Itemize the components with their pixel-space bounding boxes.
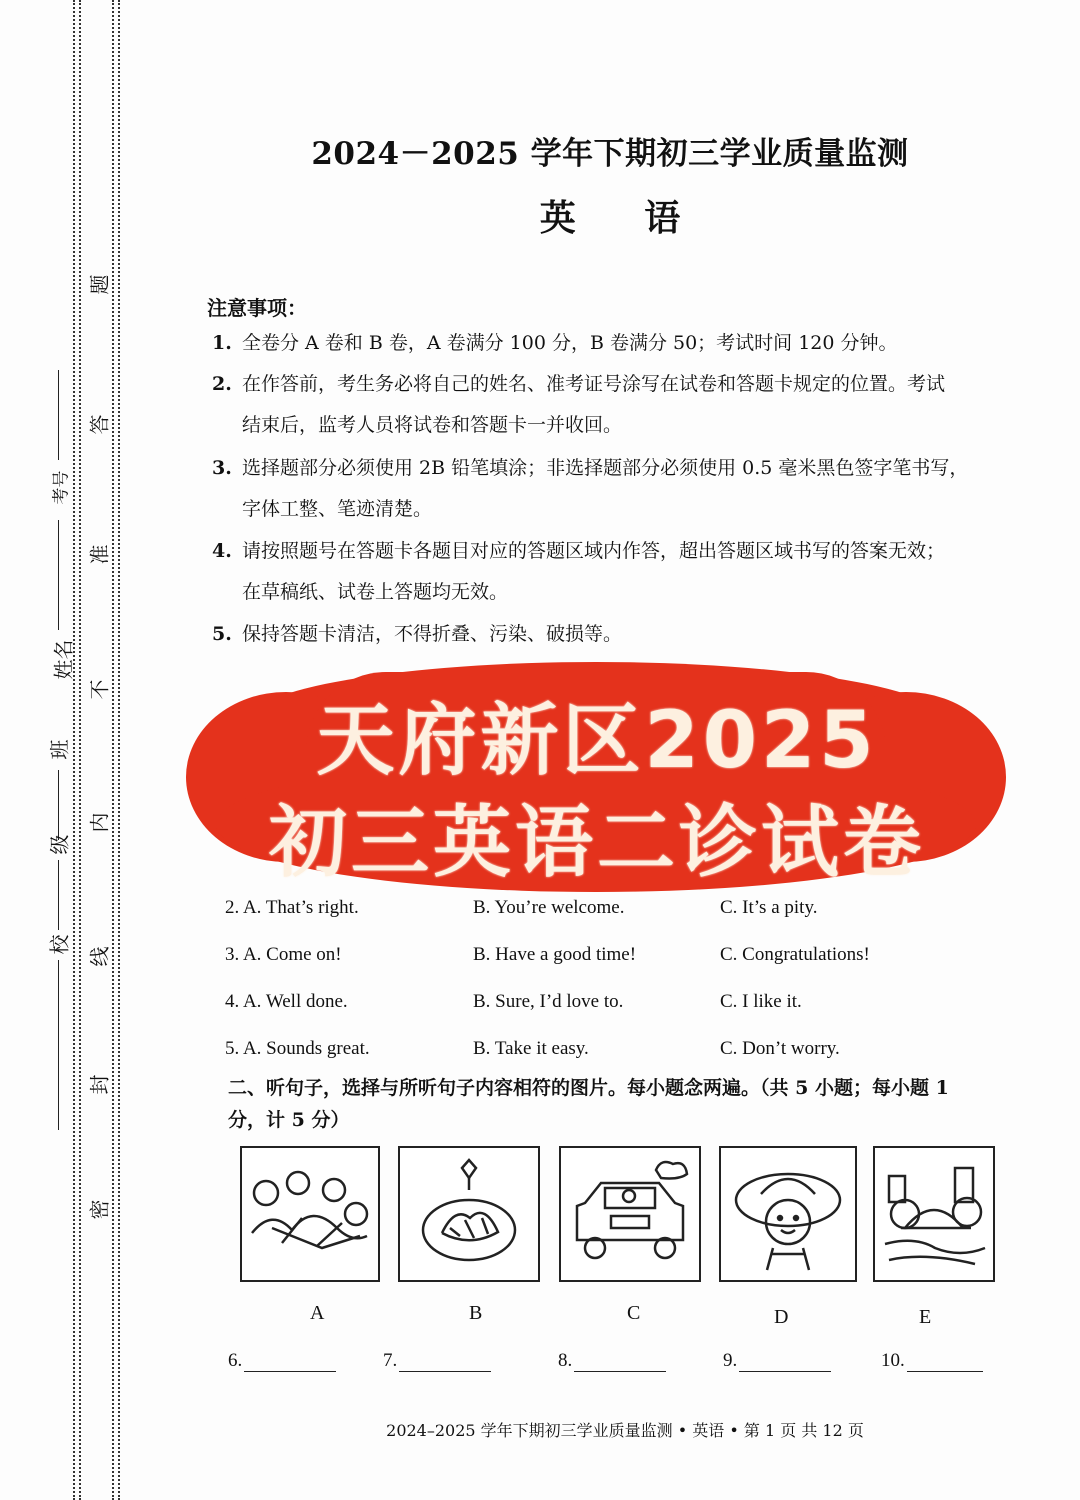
seal-char: 题 (87, 274, 112, 295)
blank-number: 10. (881, 1350, 905, 1371)
car-driver-icon (559, 1146, 701, 1282)
notice-number: 5. (212, 623, 232, 645)
dumplings-plate-icon (398, 1146, 540, 1282)
exam-number-label: 考号 (51, 470, 72, 505)
name-line (58, 520, 59, 630)
notice-number: 3. (212, 457, 232, 479)
banner-line-2: 初三英语二诊试卷 (268, 798, 925, 888)
notice-text-continued: 在草稿纸、试卷上答题均无效。 (242, 581, 509, 603)
option-b: B. Have a good time! (473, 944, 637, 965)
answer-blank[interactable] (881, 1350, 983, 1372)
answer-blank[interactable] (723, 1350, 831, 1372)
people-picnic-drawing (242, 1148, 378, 1280)
notice-number: 4. (212, 540, 232, 562)
name-label: 姓名 (51, 639, 76, 680)
seal-char: 答 (87, 414, 112, 435)
seal-char: 内 (87, 812, 112, 833)
subject-title: 英 语 (539, 197, 709, 239)
exam-number-line (58, 370, 59, 460)
section-heading (228, 1072, 988, 1136)
park-bridge-drawing (875, 1148, 993, 1280)
grade-label: 级 (47, 834, 72, 855)
blank-number: 8. (558, 1350, 573, 1371)
option-c: C. Don’t worry. (720, 1038, 840, 1059)
picture-letter: B (469, 1302, 483, 1324)
people-picnic-icon (240, 1146, 380, 1282)
park-bridge-icon (873, 1146, 995, 1282)
option-a: 4. A. Well done. (225, 991, 348, 1012)
notice-item (212, 323, 1002, 364)
answer-blank[interactable] (228, 1350, 336, 1372)
picture-letter: E (919, 1306, 932, 1328)
blank-number: 9. (723, 1350, 738, 1371)
blank-line[interactable] (739, 1371, 831, 1372)
notice-text-continued: 字体工整、笔迹清楚。 (242, 498, 433, 520)
option-b: B. Sure, I’d love to. (473, 991, 624, 1012)
car-driver-drawing (561, 1148, 699, 1280)
notice-text: 选择题部分必须使用 2B 铅笔填涂；非选择题部分必须使用 0.5 毫米黑色签字笔书写， (242, 457, 969, 479)
notice-number: 2. (212, 373, 232, 395)
option-b: B. You’re welcome. (473, 897, 625, 918)
seal-char: 线 (87, 946, 112, 967)
seal-char: 封 (87, 1074, 112, 1095)
notice-text-continued: 结束后，监考人员将试卷和答题卡一并收回。 (242, 414, 623, 436)
blank-line[interactable] (244, 1371, 336, 1372)
school-label: 校 (47, 934, 72, 955)
picture-letter: C (627, 1302, 641, 1324)
option-c: C. It’s a pity. (720, 897, 818, 918)
seal-char: 密 (87, 1199, 112, 1220)
notice-text: 全卷分 A 卷和 B 卷，A 卷满分 100 分，B 卷满分 50；考试时间 120 分钟。 (242, 332, 898, 354)
option-a: 2. A. That’s right. (225, 897, 359, 918)
picture-letter: A (310, 1302, 325, 1324)
notice-number: 1. (212, 332, 232, 354)
blank-line[interactable] (907, 1371, 983, 1372)
school-line (58, 960, 59, 1130)
seal-char: 不 (87, 679, 112, 700)
class-label: 班 (47, 739, 72, 760)
blank-number: 7. (383, 1350, 398, 1371)
exam-title: 2024－2025 学年下期初三学业质量监测 (311, 136, 909, 172)
girl-hat-drawing (721, 1148, 855, 1280)
notice-item (212, 364, 1002, 446)
blank-line[interactable] (399, 1371, 491, 1372)
title-banner (186, 662, 1008, 892)
grade-line (58, 860, 59, 930)
notice-item (212, 531, 1002, 613)
dumplings-plate-drawing (400, 1148, 538, 1280)
banner-line-1: 天府新区2025 (316, 696, 878, 786)
page-footer: 2024–2025 学年下期初三学业质量监测 • 英语 • 第 1 页 共 12 页 (386, 1421, 864, 1440)
option-b: B. Take it easy. (473, 1038, 589, 1059)
option-a: 5. A. Sounds great. (225, 1038, 370, 1059)
answer-blank[interactable] (558, 1350, 666, 1372)
notice-text: 在作答前，考生务必将自己的姓名、准考证号涂写在试卷和答题卡规定的位置。考试 (242, 373, 946, 395)
option-a: 3. A. Come on! (225, 944, 342, 965)
answer-blank[interactable] (383, 1350, 491, 1372)
notice-item (212, 614, 1002, 655)
option-c: C. Congratulations! (720, 944, 870, 965)
notice-item (212, 448, 1002, 530)
notice-text: 请按照题号在答题卡各题目对应的答题区域内作答，超出答题区域书写的答案无效； (242, 540, 946, 562)
picture-letter: D (774, 1306, 789, 1328)
notice-text: 保持答题卡清洁，不得折叠、污染、破损等。 (242, 623, 623, 645)
girl-hat-icon (719, 1146, 857, 1282)
section-heading-line: 分，计 5 分） (228, 1109, 350, 1131)
section-heading-line: 二、听句子，选择与所听句子内容相符的图片。每小题念两遍。（共 5 小题；每小题 1 (228, 1077, 949, 1099)
notice-heading: 注意事项： (207, 296, 307, 320)
blank-line[interactable] (574, 1371, 666, 1372)
blank-number: 6. (228, 1350, 243, 1371)
seal-char: 准 (87, 544, 112, 565)
class-line (58, 770, 59, 840)
option-c: C. I like it. (720, 991, 802, 1012)
